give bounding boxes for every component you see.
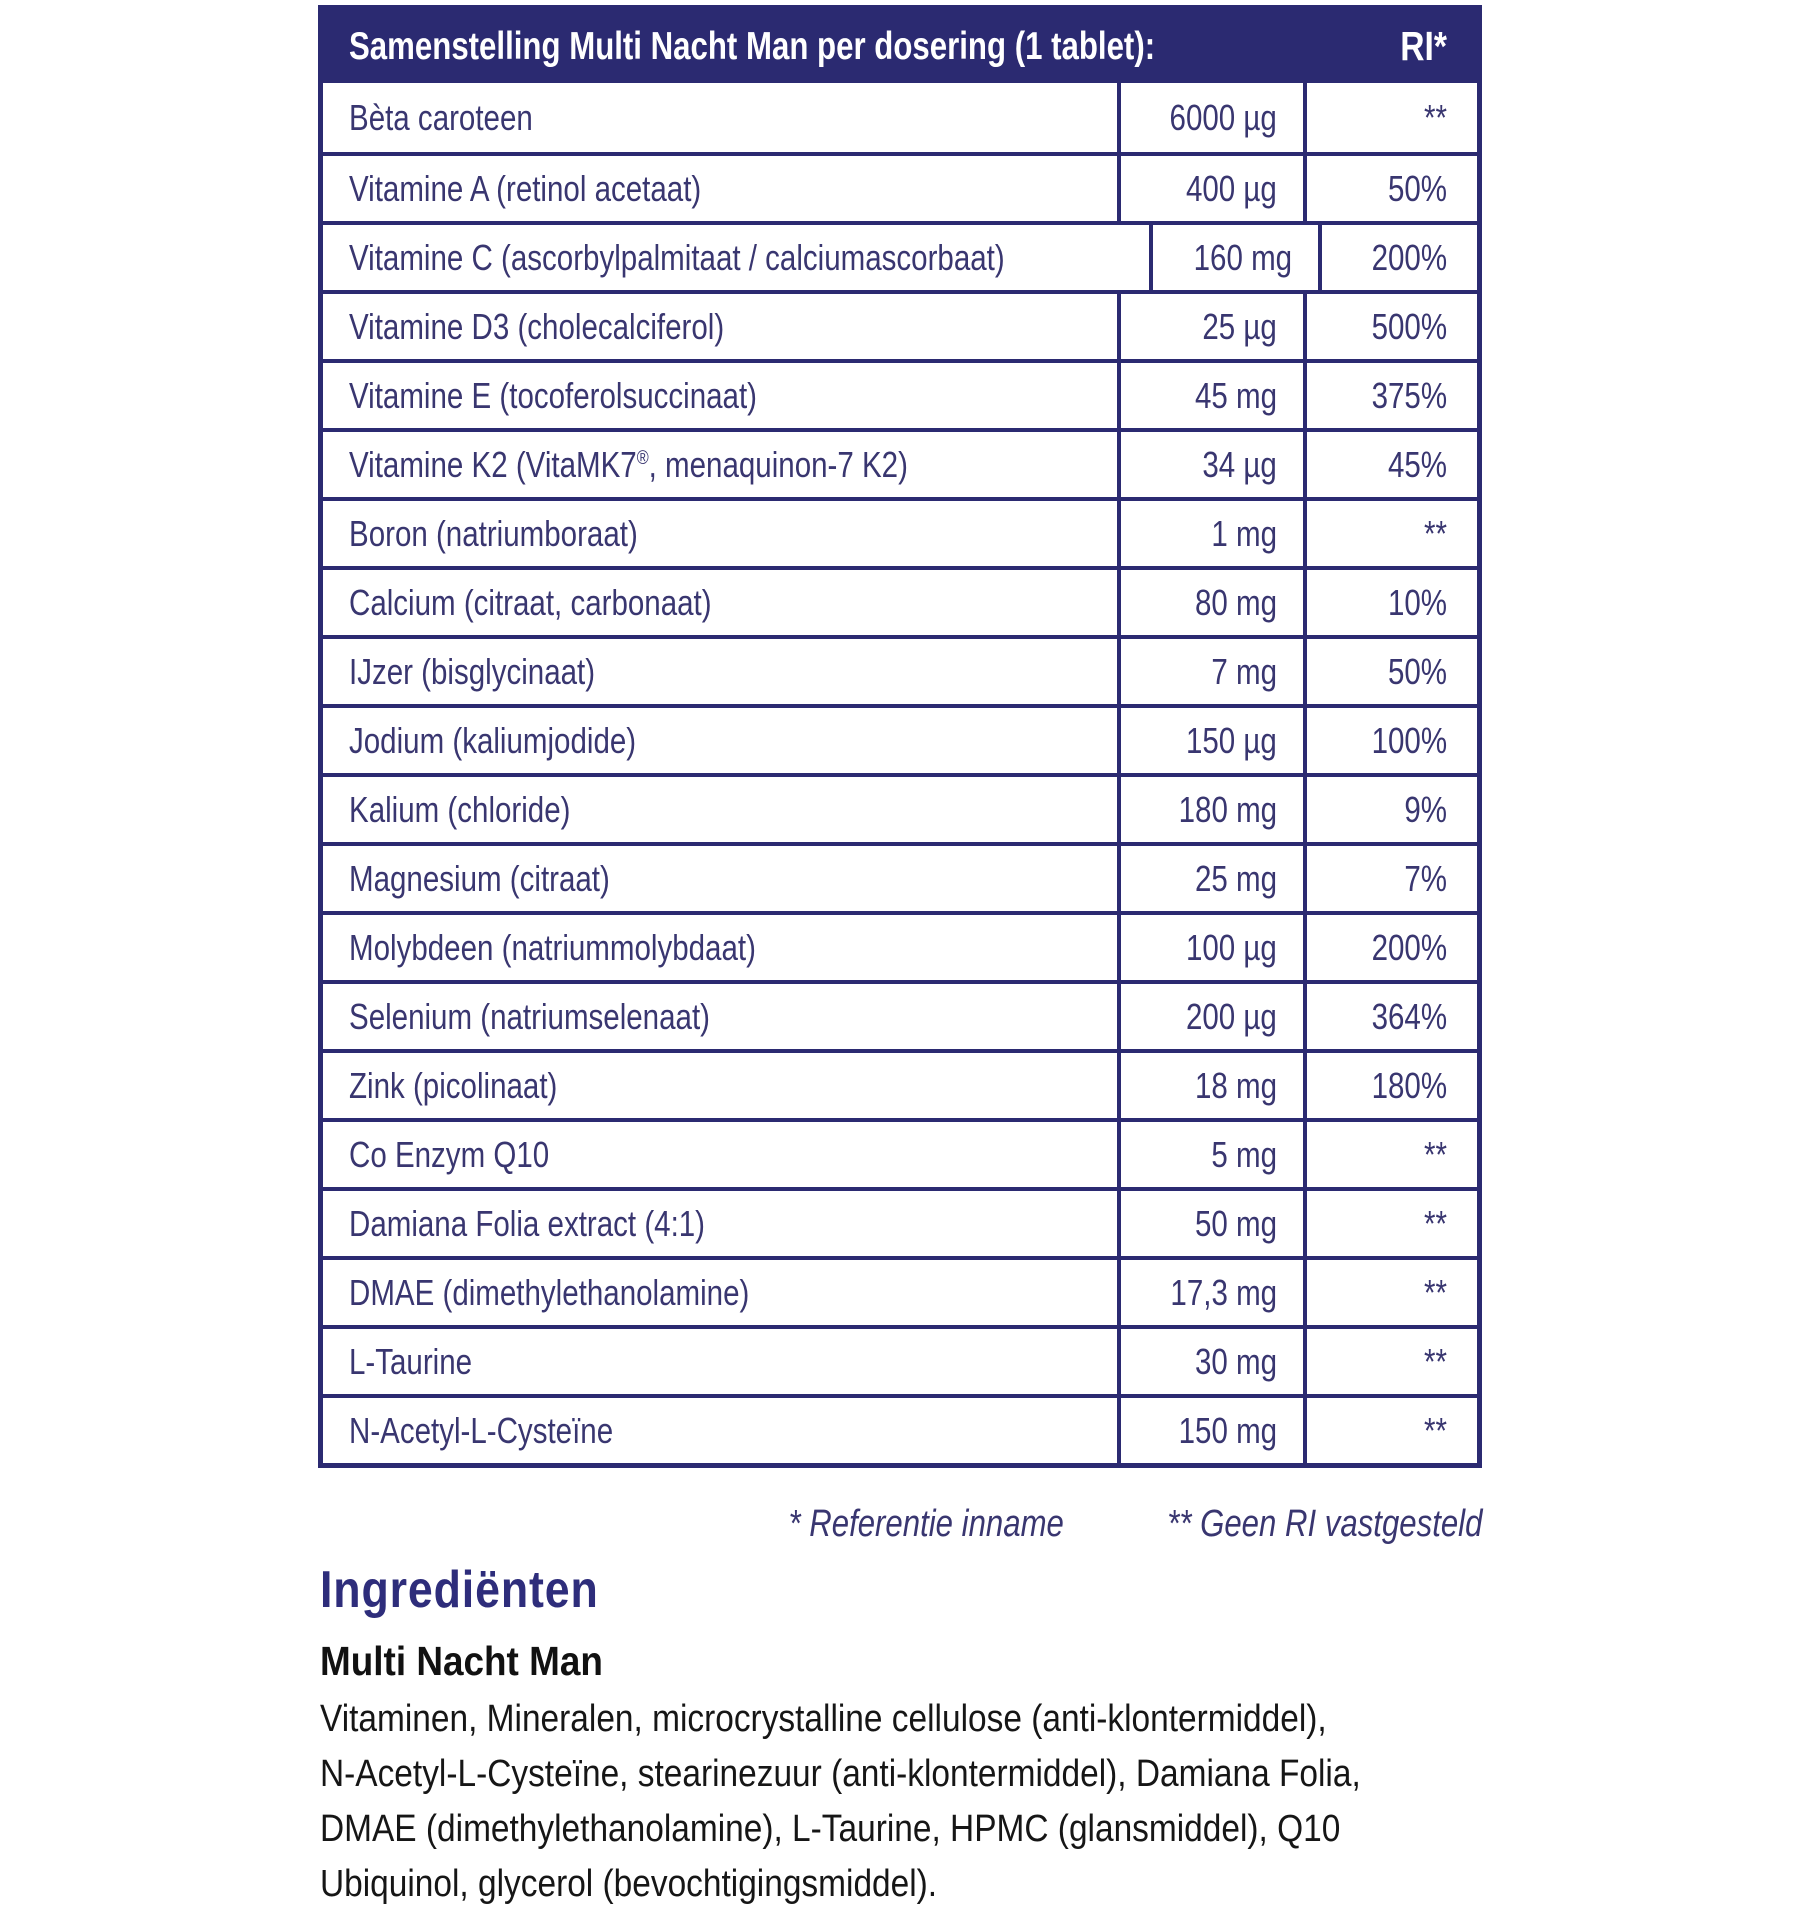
footnote-no-ri: ** Geen RI vastgesteld — [1166, 1503, 1482, 1545]
table-row — [323, 842, 1477, 911]
ingredient-name-cell: Vitamine A (retinol acetaat) — [349, 167, 702, 209]
ri-cell: 364% — [1303, 984, 1477, 1049]
ingredient-name-cell: N-Acetyl-L-Cysteïne — [349, 1409, 614, 1451]
ingredient-name-cell: Boron (natriumboraat) — [349, 512, 638, 554]
ingredient-name-cell: Jodium (kaliumjodide) — [349, 719, 637, 761]
ri-cell: ** — [1303, 1191, 1477, 1256]
amount-cell: 80 mg — [1117, 570, 1303, 635]
ingredients-heading: Ingrediënten — [320, 1561, 599, 1619]
ingredient-name-cell: Vitamine C (ascorbylpalmitaat / calciumascorbaat) — [349, 236, 1005, 278]
product-name: Multi Nacht Man — [320, 1638, 603, 1684]
ri-cell: ** — [1303, 501, 1477, 566]
table-row — [323, 428, 1477, 497]
amount-cell: 17,3 mg — [1117, 1260, 1303, 1325]
ingredient-name-cell: Damiana Folia extract (4:1) — [349, 1202, 706, 1244]
ingredients-paragraph — [320, 1692, 1503, 1912]
amount-cell: 25 mg — [1117, 846, 1303, 911]
table-row — [323, 1394, 1477, 1463]
table-row — [323, 290, 1477, 359]
table-row — [323, 1256, 1477, 1325]
ri-cell: 50% — [1303, 639, 1477, 704]
amount-cell: 400 µg — [1117, 156, 1303, 221]
amount-cell: 25 µg — [1117, 294, 1303, 359]
ri-cell: ** — [1303, 1329, 1477, 1394]
supplement-facts-table — [318, 5, 1482, 1468]
ingredient-name-cell: Vitamine K2 (VitaMK7®, menaquinon-7 K2) — [349, 443, 908, 485]
ri-cell: 200% — [1318, 225, 1477, 290]
ri-cell: ** — [1303, 1398, 1477, 1463]
ri-cell: ** — [1303, 83, 1477, 152]
ingredient-name-cell: Calcium (citraat, carbonaat) — [349, 581, 712, 623]
ri-cell: ** — [1303, 1260, 1477, 1325]
table-body — [323, 83, 1477, 1463]
amount-cell: 6000 µg — [1117, 83, 1303, 152]
amount-cell: 150 µg — [1117, 708, 1303, 773]
amount-cell: 100 µg — [1117, 915, 1303, 980]
ri-cell: 7% — [1303, 846, 1477, 911]
amount-cell: 45 mg — [1117, 363, 1303, 428]
table-title: Samenstelling Multi Nacht Man per dosering (1 tablet): — [349, 24, 1156, 68]
amount-cell: 180 mg — [1117, 777, 1303, 842]
amount-cell: 50 mg — [1117, 1191, 1303, 1256]
ri-cell: 45% — [1303, 432, 1477, 497]
table-row — [323, 152, 1477, 221]
ingredient-name-cell: Selenium (natriumselenaat) — [349, 995, 710, 1037]
table-row — [323, 635, 1477, 704]
amount-cell: 1 mg — [1117, 501, 1303, 566]
ingredient-name-cell: Zink (picolinaat) — [349, 1064, 558, 1106]
amount-cell: 200 µg — [1117, 984, 1303, 1049]
table-row — [323, 497, 1477, 566]
ri-cell: 9% — [1303, 777, 1477, 842]
table-row — [323, 221, 1477, 290]
table-row — [323, 83, 1477, 152]
amount-cell: 34 µg — [1117, 432, 1303, 497]
ingredient-name-cell: DMAE (dimethylethanolamine) — [349, 1271, 750, 1313]
ingredient-name-cell: Vitamine E (tocoferolsuccinaat) — [349, 374, 758, 416]
ingredient-name-cell: Co Enzym Q10 — [349, 1133, 550, 1175]
table-row — [323, 359, 1477, 428]
footnote — [728, 1503, 1482, 1546]
ingredient-name-cell: IJzer (bisglycinaat) — [349, 650, 596, 692]
ri-cell: 200% — [1303, 915, 1477, 980]
ingredient-name-cell: Kalium (chloride) — [349, 788, 571, 830]
table-row — [323, 1118, 1477, 1187]
ingredient-name-cell: Magnesium (citraat) — [349, 857, 610, 899]
ri-cell: ** — [1303, 1122, 1477, 1187]
ingredients-line: DMAE (dimethylethanolamine), L-Taurine, HPMC (glansmiddel), Q10 — [320, 1808, 1341, 1850]
table-row — [323, 980, 1477, 1049]
ingredients-line: Ubiquinol, glycerol (bevochtigingsmiddel). — [320, 1863, 938, 1905]
ingredient-name-cell: L-Taurine — [349, 1340, 473, 1382]
table-row — [323, 704, 1477, 773]
ingredients-line: N-Acetyl-L-Cysteïne, stearinezuur (anti-klontermiddel), Damiana Folia, — [320, 1753, 1361, 1795]
ri-cell: 500% — [1303, 294, 1477, 359]
amount-cell: 5 mg — [1117, 1122, 1303, 1187]
table-row — [323, 1049, 1477, 1118]
amount-cell: 160 mg — [1149, 225, 1318, 290]
amount-cell: 7 mg — [1117, 639, 1303, 704]
ri-column-header: RI* — [1400, 23, 1447, 69]
amount-cell: 18 mg — [1117, 1053, 1303, 1118]
ingredient-name-cell: Bèta caroteen — [349, 96, 533, 138]
ri-cell: 180% — [1303, 1053, 1477, 1118]
ingredient-name-cell: Molybdeen (natriummolybdaat) — [349, 926, 756, 968]
ri-cell: 50% — [1303, 156, 1477, 221]
ingredient-name-cell: Vitamine D3 (cholecalciferol) — [349, 305, 725, 347]
footnote-reference-intake: * Referentie inname — [788, 1503, 1064, 1545]
ri-cell: 375% — [1303, 363, 1477, 428]
table-row — [323, 911, 1477, 980]
table-row — [323, 773, 1477, 842]
amount-cell: 150 mg — [1117, 1398, 1303, 1463]
ri-cell: 100% — [1303, 708, 1477, 773]
ri-cell: 10% — [1303, 570, 1477, 635]
amount-cell: 30 mg — [1117, 1329, 1303, 1394]
ingredients-line: Vitaminen, Mineralen, microcrystalline cellulose (anti-klontermiddel), — [320, 1698, 1327, 1740]
table-header — [323, 10, 1477, 83]
table-row — [323, 566, 1477, 635]
table-row — [323, 1325, 1477, 1394]
table-row — [323, 1187, 1477, 1256]
